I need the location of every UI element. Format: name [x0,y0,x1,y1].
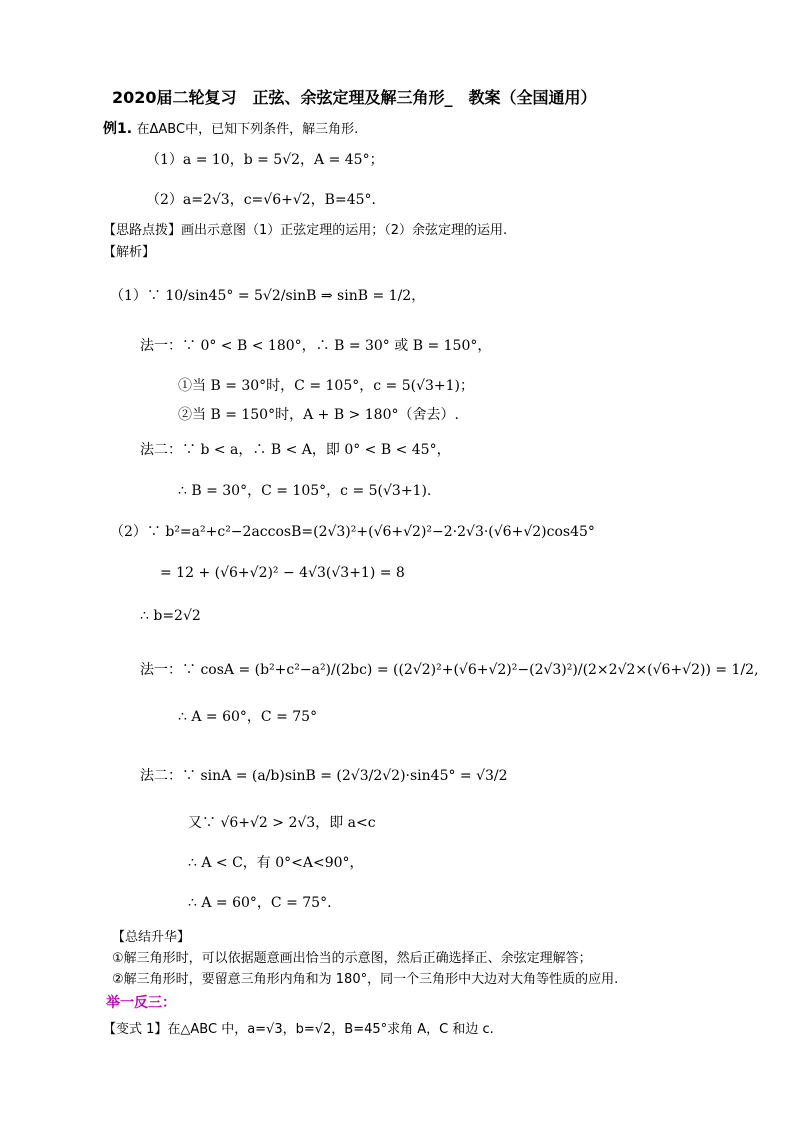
part2-method2-line3: ∴ A = 60°，C = 75°. [188,895,332,911]
part1-method1-case1: ①当 B = 30°时，C = 105°，c = 5(√3+1)； [178,378,475,394]
variant-1: 【变式 1】在△ABC 中，a=√3，b=√2，B=45°求角 A，C 和边 c. [103,1022,494,1037]
summary-point-2: ②解三角形时，要留意三角形内角和为 180°，同一个三角形中大边对大角等性质的应用. [112,972,619,987]
example1-line [103,119,358,140]
practice-label: 举一反三： [106,995,176,1011]
condition-1: （1）a = 10，b = 5√2，A = 45°； [146,152,384,168]
part1-method1-case2: ②当 B = 150°时，A + B > 180°（舍去）. [178,407,459,423]
summary-label: 【总结升华】 [112,930,191,945]
analysis-label: 【解析】 [103,245,156,260]
example-text: 在ΔABC中，已知下列条件，解三角形. [136,122,359,137]
part2-method2-line2: ∴ A < C，有 0°<A<90°， [188,855,364,871]
part2-method1-equation: 法一：∵ cosA = (b²+c²−a²)/(2bc) = ((2√2)²+(√6+√2)²−(2√3)²)/(2×2√2×(√6+√2)) = 1/2, [140,662,759,678]
part2-method1-result: ∴ A = 60°，C = 75° [178,709,318,725]
condition-2: （2）a=2√3，c=√6+√2，B=45°. [146,192,376,208]
part2-equation-1: （2）∵ b²=a²+c²−2accosB=(2√3)²+(√6+√2)²−2·2√3·(√6+√2)cos45° [110,524,595,540]
summary-point-1: ①解三角形时，可以依据题意画出恰当的示意图，然后正确选择正、余弦定理解答； [112,951,592,966]
part2-method2-equation: 法二：∵ sinA = (a/b)sinB = (2√3/2√2)·sin45° = √3/2 [140,768,508,784]
part2-method2-line1: 又∵ √6+√2 > 2√3，即 a<c [188,815,376,831]
part2-result-b: ∴ b=2√2 [140,608,201,624]
part1-method2-result: ∴ B = 30°，C = 105°，c = 5(√3+1). [178,483,432,499]
part1-equation: （1）∵ 10/sin45° = 5√2/sinB ⇒ sinB = 1/2， [110,288,426,304]
hint-line: 【思路点拨】画出示意图（1）正弦定理的运用；（2）余弦定理的运用. [103,223,508,238]
part2-equation-2: = 12 + (√6+√2)² − 4√3(√3+1) = 8 [160,565,405,581]
example-label: 例1. [103,121,133,137]
part1-method1-head: 法一：∵ 0° < B < 180°，∴ B = 30° 或 B = 150°， [140,338,492,354]
page-title: 2020届二轮复习 正弦、余弦定理及解三角形_ 教案（全国通用） [112,88,597,107]
part1-method2-head: 法二：∵ b < a，∴ B < A，即 0° < B < 45°， [140,442,451,458]
